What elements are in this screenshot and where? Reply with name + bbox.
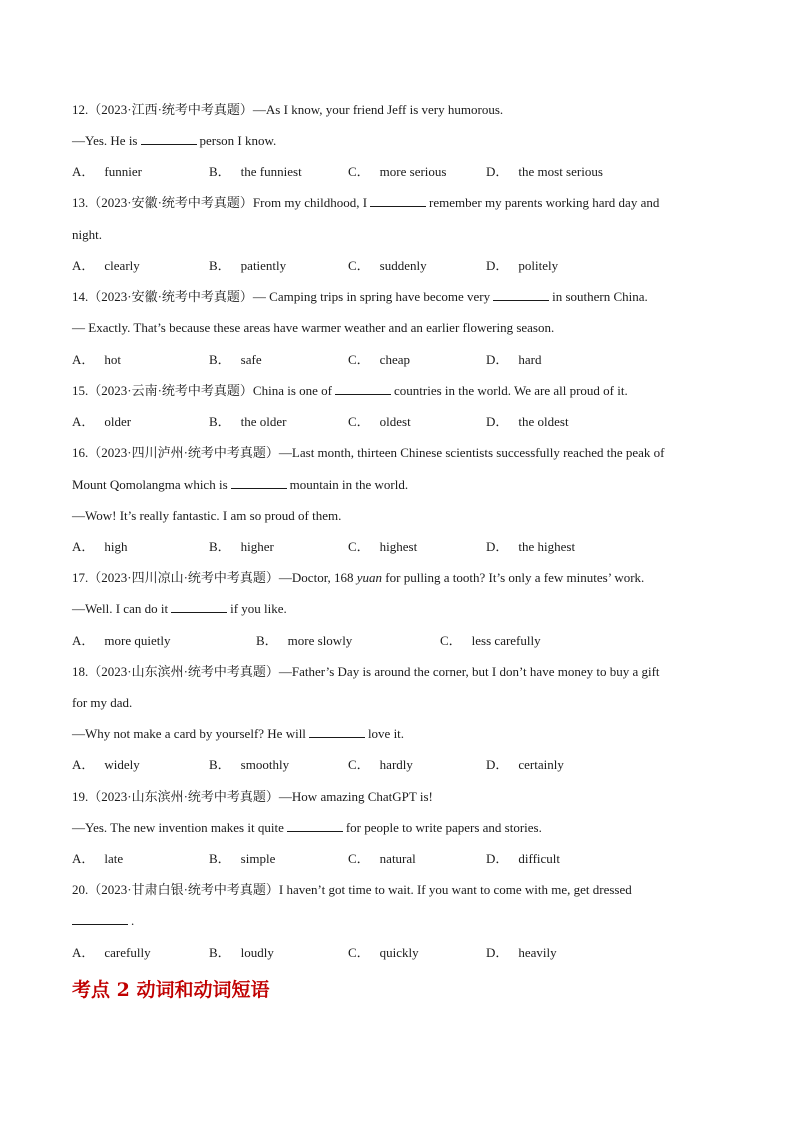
- q12-line2: [72, 132, 732, 150]
- option-c[interactable]: [348, 163, 446, 181]
- q17-stem: [72, 569, 732, 587]
- q18-line2: [72, 694, 732, 712]
- question-text: —Doctor, 168: [278, 570, 354, 585]
- option-letter: C．: [348, 757, 370, 772]
- option-text: loudly: [240, 945, 274, 960]
- option-c[interactable]: [348, 257, 427, 275]
- option-b[interactable]: [209, 257, 286, 275]
- option-d[interactable]: [486, 163, 603, 181]
- option-text: older: [104, 414, 132, 429]
- section-heading: 考点 2 动词和动词短语: [72, 979, 270, 1001]
- option-text: funnier: [104, 164, 142, 179]
- q14-options: [72, 351, 732, 369]
- answer-blank[interactable]: [370, 195, 426, 207]
- option-letter: C．: [440, 633, 462, 648]
- q18-stem: [72, 663, 732, 681]
- option-letter: A．: [72, 851, 95, 866]
- question-text: —Yes. He is: [72, 133, 138, 148]
- option-c[interactable]: [440, 632, 541, 650]
- option-letter: A．: [72, 757, 95, 772]
- question-text: person I know.: [199, 133, 277, 148]
- option-text: high: [104, 539, 128, 554]
- option-d[interactable]: [486, 538, 575, 556]
- option-d[interactable]: [486, 756, 564, 774]
- option-text: the highest: [518, 539, 576, 554]
- question-text: — Exactly. That’s because these areas have warmer weather and an earlier flowering season.: [72, 320, 555, 335]
- option-letter: B．: [209, 352, 231, 367]
- option-text: smoothly: [240, 757, 290, 772]
- q16-options: [72, 538, 732, 556]
- option-letter: A．: [72, 539, 95, 554]
- option-text: oldest: [379, 414, 411, 429]
- option-text: less carefully: [471, 633, 541, 648]
- answer-blank[interactable]: [141, 133, 197, 145]
- question-text: countries in the world. We are all proud of it.: [394, 383, 628, 398]
- option-letter: A．: [72, 414, 95, 429]
- q12-stem: [72, 101, 732, 119]
- option-text: clearly: [104, 258, 140, 273]
- question-source: （2023·四川泸州·统考中考真题）: [88, 445, 279, 460]
- option-letter: C．: [348, 258, 370, 273]
- option-text: certainly: [518, 757, 564, 772]
- question-text: —Yes. The new invention makes it quite: [72, 820, 284, 835]
- question-number: 12.: [72, 102, 89, 117]
- option-letter: D．: [486, 164, 509, 179]
- option-letter: C．: [348, 352, 370, 367]
- question-text: —Wow! It’s really fantastic. I am so proud of them.: [72, 508, 342, 523]
- question-text: —How amazing ChatGPT is!: [278, 789, 433, 804]
- option-b[interactable]: [209, 413, 287, 431]
- option-text: the oldest: [518, 414, 569, 429]
- question-source: （2023·安徽·统考中考真题）: [88, 289, 253, 304]
- option-d[interactable]: [486, 257, 558, 275]
- option-letter: D．: [486, 352, 509, 367]
- question-source: （2023·四川凉山·统考中考真题）: [88, 570, 279, 585]
- option-letter: A．: [72, 633, 95, 648]
- q13-line2: [72, 226, 732, 244]
- option-letter: D．: [486, 851, 509, 866]
- option-letter: D．: [486, 414, 509, 429]
- option-text: the funniest: [240, 164, 302, 179]
- question-text: —Last month, thirteen Chinese scientists successfully reached the peak of: [278, 445, 665, 460]
- question-source: （2023·云南·统考中考真题）: [88, 383, 253, 398]
- question-source: （2023·山东滨州·统考中考真题）: [88, 789, 279, 804]
- question-number: 17.: [72, 570, 89, 585]
- option-text: late: [104, 851, 124, 866]
- q13-options: [72, 257, 732, 275]
- question-text: I haven’t got time to wait. If you want to come with me, get dressed: [278, 882, 632, 897]
- answer-blank[interactable]: [231, 477, 287, 489]
- option-letter: C．: [348, 851, 370, 866]
- option-text: the most serious: [518, 164, 603, 179]
- option-text: highest: [379, 539, 418, 554]
- q19-line2: [72, 819, 732, 837]
- question-text: for people to write papers and stories.: [345, 820, 542, 835]
- answer-blank[interactable]: [171, 601, 227, 613]
- option-text: difficult: [518, 851, 561, 866]
- question-text: —Well. I can do it: [72, 601, 169, 616]
- question-source: （2023·安徽·统考中考真题）: [88, 195, 253, 210]
- option-letter: B．: [209, 539, 231, 554]
- question-number: 13.: [72, 195, 89, 210]
- question-number: 20.: [72, 882, 89, 897]
- option-text: safe: [240, 352, 262, 367]
- question-text: night.: [72, 227, 102, 242]
- option-letter: B．: [209, 258, 231, 273]
- q17-line2: [72, 600, 732, 618]
- option-text: more serious: [379, 164, 447, 179]
- option-d[interactable]: [486, 351, 542, 369]
- option-letter: B．: [209, 757, 231, 772]
- option-a[interactable]: [72, 257, 140, 275]
- question-text: remember my parents working hard day and: [429, 195, 660, 210]
- option-letter: A．: [72, 945, 95, 960]
- option-text: more slowly: [287, 633, 353, 648]
- option-letter: C．: [348, 164, 370, 179]
- question-text: Mount Qomolangma which is: [72, 477, 228, 492]
- question-number: 18.: [72, 664, 89, 679]
- option-text: widely: [104, 757, 140, 772]
- q14-stem: [72, 288, 732, 306]
- option-c[interactable]: [348, 944, 419, 962]
- option-c[interactable]: [348, 351, 410, 369]
- option-letter: D．: [486, 757, 509, 772]
- answer-blank[interactable]: [287, 820, 343, 832]
- q19-options: [72, 850, 732, 868]
- option-text: hot: [104, 352, 122, 367]
- option-a[interactable]: [72, 850, 123, 868]
- option-text: quickly: [379, 945, 419, 960]
- option-letter: B．: [209, 414, 231, 429]
- q18-line3: [72, 725, 732, 743]
- question-text: From my childhood, I: [252, 195, 368, 210]
- question-number: 19.: [72, 789, 89, 804]
- q16-line3: [72, 507, 732, 525]
- option-text: more quietly: [104, 633, 171, 648]
- option-text: higher: [240, 539, 274, 554]
- q13-stem: [72, 194, 732, 212]
- option-d[interactable]: [486, 413, 569, 431]
- option-text: simple: [240, 851, 276, 866]
- option-b[interactable]: [209, 944, 274, 962]
- option-a[interactable]: [72, 944, 151, 962]
- option-b[interactable]: [209, 163, 302, 181]
- option-letter: B．: [209, 945, 231, 960]
- option-a[interactable]: [72, 632, 170, 650]
- option-letter: D．: [486, 539, 509, 554]
- question-number: 16.: [72, 445, 89, 460]
- answer-blank[interactable]: [72, 913, 128, 925]
- option-text: heavily: [518, 945, 557, 960]
- q20-options: [72, 944, 732, 962]
- question-text: if you like.: [230, 601, 287, 616]
- option-letter: B．: [209, 164, 231, 179]
- option-text: politely: [518, 258, 559, 273]
- question-text: China is one of: [252, 383, 332, 398]
- q19-stem: [72, 788, 732, 806]
- q20-line2: [72, 912, 732, 930]
- option-b[interactable]: [209, 850, 275, 868]
- question-number: 14.: [72, 289, 89, 304]
- q20-stem: [72, 881, 732, 899]
- q16-line2: [72, 476, 732, 494]
- option-letter: D．: [486, 258, 509, 273]
- option-d[interactable]: [486, 944, 557, 962]
- option-a[interactable]: [72, 351, 121, 369]
- option-text: hardly: [379, 757, 413, 772]
- question-source: （2023·甘肃白银·统考中考真题）: [88, 882, 279, 897]
- option-letter: B．: [256, 633, 278, 648]
- option-letter: C．: [348, 945, 370, 960]
- option-b[interactable]: [256, 632, 352, 650]
- q15-options: [72, 413, 732, 431]
- option-b[interactable]: [209, 351, 262, 369]
- option-letter: C．: [348, 414, 370, 429]
- question-text: love it.: [367, 726, 405, 741]
- answer-blank[interactable]: [335, 383, 391, 395]
- answer-blank[interactable]: [309, 726, 365, 738]
- italic-word: yuan: [356, 570, 383, 585]
- question-text: in southern China.: [552, 289, 648, 304]
- q14-line2: [72, 319, 732, 337]
- question-text: .: [131, 913, 135, 928]
- option-text: suddenly: [379, 258, 427, 273]
- option-c[interactable]: [348, 538, 417, 556]
- option-letter: D．: [486, 945, 509, 960]
- q17-options: [72, 632, 732, 650]
- q12-options: [72, 163, 732, 181]
- option-text: carefully: [104, 945, 151, 960]
- option-c[interactable]: [348, 413, 411, 431]
- question-number: 15.: [72, 383, 89, 398]
- option-letter: A．: [72, 164, 95, 179]
- option-a[interactable]: [72, 756, 140, 774]
- question-source: （2023·山东滨州·统考中考真题）: [88, 664, 279, 679]
- q16-stem: [72, 444, 732, 462]
- option-text: cheap: [379, 352, 410, 367]
- answer-blank[interactable]: [493, 289, 549, 301]
- option-c[interactable]: [348, 850, 416, 868]
- question-text: for my dad.: [72, 695, 133, 710]
- option-a[interactable]: [72, 413, 131, 431]
- option-b[interactable]: [209, 756, 289, 774]
- option-d[interactable]: [486, 850, 560, 868]
- option-text: hard: [518, 352, 542, 367]
- option-letter: A．: [72, 352, 95, 367]
- question-text: —Why not make a card by yourself? He will: [72, 726, 306, 741]
- option-a[interactable]: [72, 163, 142, 181]
- option-b[interactable]: [209, 538, 274, 556]
- question-text: —Father’s Day is around the corner, but I don’t have money to buy a gift: [278, 664, 660, 679]
- question-text: —As I know, your friend Jeff is very humorous.: [252, 102, 504, 117]
- q18-options: [72, 756, 732, 774]
- option-a[interactable]: [72, 538, 128, 556]
- question-text: — Camping trips in spring have become very: [252, 289, 491, 304]
- option-text: natural: [379, 851, 416, 866]
- option-text: the older: [240, 414, 287, 429]
- option-letter: A．: [72, 258, 95, 273]
- question-source: （2023·江西·统考中考真题）: [88, 102, 253, 117]
- option-text: patiently: [240, 258, 287, 273]
- question-text: mountain in the world.: [289, 477, 409, 492]
- option-letter: B．: [209, 851, 231, 866]
- option-c[interactable]: [348, 756, 413, 774]
- question-text: for pulling a tooth? It’s only a few minutes’ work.: [385, 570, 645, 585]
- option-letter: C．: [348, 539, 370, 554]
- q15-stem: [72, 382, 732, 400]
